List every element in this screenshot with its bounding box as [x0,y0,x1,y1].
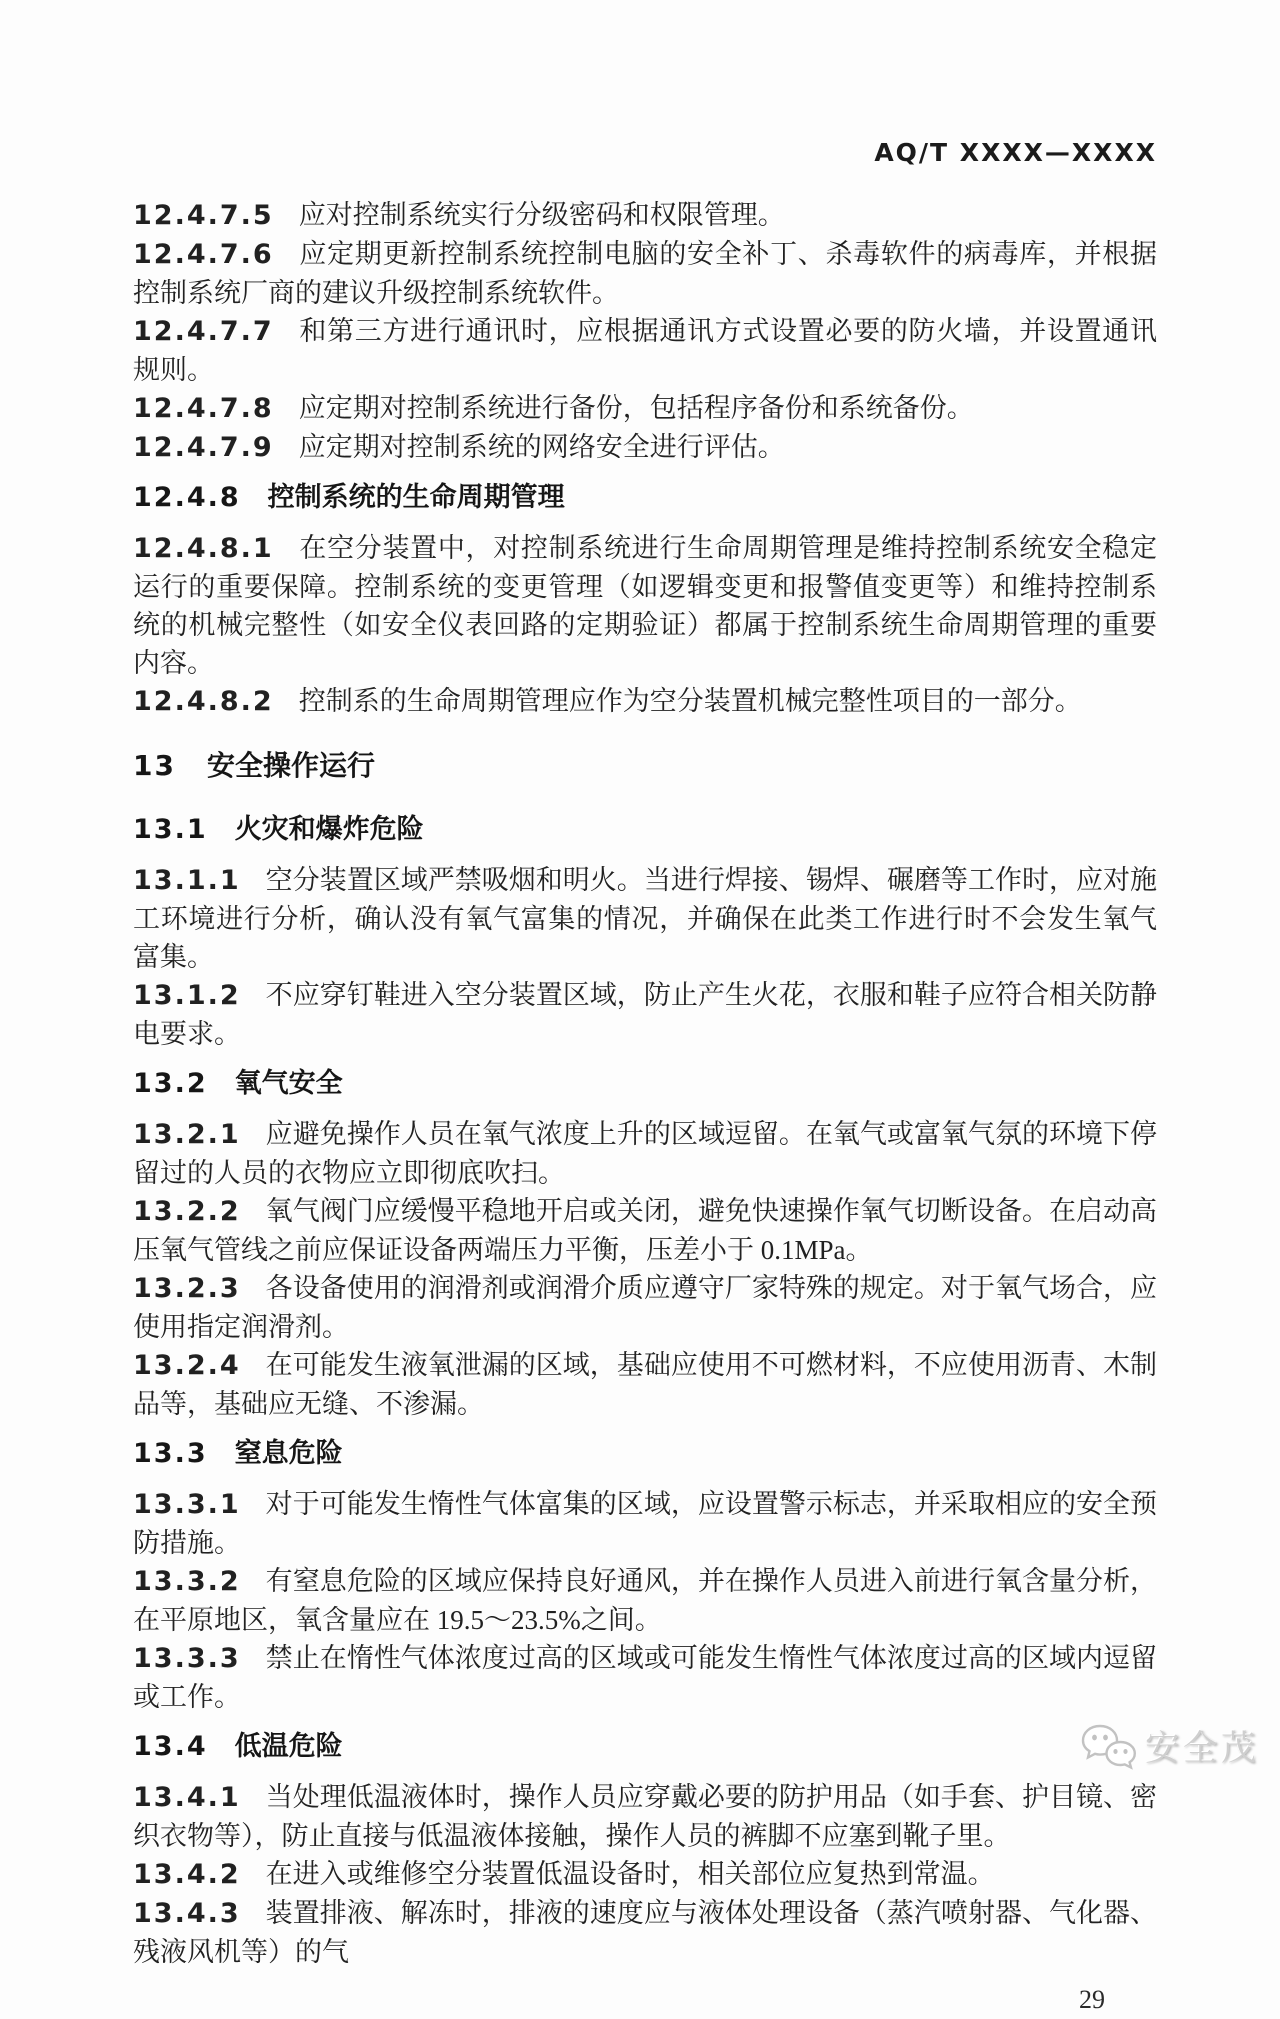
clause-text: 禁止在惰性气体浓度过高的区域或可能发生惰性气体浓度过高的区域内逗留或工作。 [133,1643,1157,1712]
clause-paragraph [133,1639,1157,1716]
clause-paragraph [133,1346,1157,1423]
section-heading [133,479,1157,517]
section-heading [133,1065,1157,1103]
clause-number: 12.4.7.9 [133,432,274,463]
clause-text: 低温危险 [234,1731,343,1762]
clause-number: 13.2.4 [133,1350,241,1381]
watermark-text: 安全茂 [1145,1728,1260,1769]
clause-text: 火灾和爆炸危险 [234,814,424,845]
clause-text: 应定期对控制系统进行备份，包括程序备份和系统备份。 [298,393,974,423]
clause-number: 13.3.3 [133,1643,241,1674]
clause-paragraph [133,1192,1157,1269]
chapter-heading [133,747,1157,785]
clause-number: 13.4.1 [133,1782,241,1813]
clause-text: 和第三方进行通讯时，应根据通讯方式设置必要的防火墙，并设置通讯规则。 [133,316,1157,385]
clause-paragraph [133,1778,1157,1855]
clause-number: 13.4 [133,1731,208,1762]
document-header-code: AQ/T XXXX—XXXX [874,138,1157,167]
clause-paragraph [133,1115,1157,1192]
page-number: 29 [1079,1985,1105,2014]
watermark [1080,1722,1259,1776]
clause-paragraph [133,976,1157,1053]
clause-paragraph [133,312,1157,389]
clause-number: 12.4.7.8 [133,393,274,424]
clause-text: 有窒息危险的区域应保持良好通风，并在操作人员进入前进行氧含量分析，在平原地区，氧含量应在 19.5～23.5%之间。 [133,1566,1157,1635]
clause-text: 应定期对控制系统的网络安全进行评估。 [298,432,785,462]
clause-text: 窒息危险 [234,1438,343,1469]
clause-text: 氧气阀门应缓慢平稳地开启或关闭，避免快速操作氧气切断设备。在启动高压氧气管线之前应保证设备两端压力平衡，压差小于 0.1MPa。 [133,1196,1157,1265]
clause-text: 不应穿钉鞋进入空分装置区域，防止产生火花，衣服和鞋子应符合相关防静电要求。 [133,980,1157,1049]
clause-paragraph [133,682,1157,721]
section-heading [133,1728,1157,1766]
clause-text: 在空分装置中，对控制系统进行生命周期管理是维持控制系统安全稳定运行的重要保障。控制系统的变更管理（如逻辑变更和报警值变更等）和维持控制系统的机械完整性（如安全仪表回路的定期验证）都属于控制系统生命周期管理的重要内容。 [133,533,1157,678]
clause-number: 13.2.3 [133,1273,241,1304]
clause-number: 12.4.8.1 [133,533,274,564]
clause-number: 12.4.8.2 [133,686,274,717]
clause-paragraph [133,1894,1157,1971]
clause-text: 对于可能发生惰性气体富集的区域，应设置警示标志，并采取相应的安全预防措施。 [133,1489,1157,1558]
clause-text: 在可能发生液氧泄漏的区域，基础应使用不可燃材料，不应使用沥青、木制品等，基础应无缝、不渗漏。 [133,1350,1157,1419]
clause-text: 在进入或维修空分装置低温设备时，相关部位应复热到常温。 [265,1859,995,1889]
section-heading [133,811,1157,849]
clause-number: 13.4.3 [133,1898,241,1929]
clause-number: 13.3.1 [133,1489,241,1520]
clause-text: 控制系统的生命周期管理 [267,482,565,513]
clause-text: 控制系的生命周期管理应作为空分装置机械完整性项目的一部分。 [298,686,1082,716]
section-heading [133,1435,1157,1473]
document-body [133,196,1157,1971]
clause-paragraph [133,196,1157,235]
clause-paragraph [133,1269,1157,1346]
clause-text: 空分装置区域严禁吸烟和明火。当进行焊接、锡焊、碾磨等工作时，应对施工环境进行分析，确认没有氧气富集的情况，并确保在此类工作进行时不会发生氧气富集。 [133,865,1157,972]
clause-number: 13.2.1 [133,1119,241,1150]
clause-text: 应定期更新控制系统控制电脑的安全补丁、杀毒软件的病毒库，并根据控制系统厂商的建议升级控制系统软件。 [133,239,1157,308]
clause-number: 13.3.2 [133,1566,241,1597]
clause-number: 12.4.8 [133,482,241,513]
clause-paragraph [133,1562,1157,1639]
clause-text: 应对控制系统实行分级密码和权限管理。 [298,200,785,230]
clause-paragraph [133,428,1157,467]
clause-number: 12.4.7.5 [133,200,274,231]
clause-text: 安全操作运行 [206,749,375,782]
clause-text: 装置排液、解冻时，排液的速度应与液体处理设备（蒸汽喷射器、气化器、残液风机等）的气 [133,1898,1157,1967]
clause-number: 12.4.7.6 [133,239,274,270]
clause-paragraph [133,861,1157,976]
clause-text: 各设备使用的润滑剂或润滑介质应遵守厂家特殊的规定。对于氧气场合，应使用指定润滑剂。 [133,1273,1157,1342]
clause-number: 13.2.2 [133,1196,241,1227]
clause-text: 当处理低温液体时，操作人员应穿戴必要的防护用品（如手套、护目镜、密织衣物等），防止直接与低温液体接触，操作人员的裤脚不应塞到靴子里。 [133,1782,1157,1851]
clause-paragraph [133,529,1157,682]
clause-number: 13 [133,749,176,782]
clause-number: 13.2 [133,1068,208,1099]
clause-number: 13.1.1 [133,865,241,896]
clause-paragraph [133,1855,1157,1894]
clause-paragraph [133,389,1157,428]
clause-number: 12.4.7.7 [133,316,274,347]
clause-text: 氧气安全 [234,1068,343,1099]
wechat-logo-icon [1080,1722,1138,1776]
clause-number: 13.1.2 [133,980,241,1011]
clause-paragraph [133,235,1157,312]
clause-number: 13.3 [133,1438,208,1469]
clause-text: 应避免操作人员在氧气浓度上升的区域逗留。在氧气或富氧气氛的环境下停留过的人员的衣物应立即彻底吹扫。 [133,1119,1157,1188]
clause-paragraph [133,1485,1157,1562]
clause-number: 13.4.2 [133,1859,241,1890]
clause-number: 13.1 [133,814,208,845]
